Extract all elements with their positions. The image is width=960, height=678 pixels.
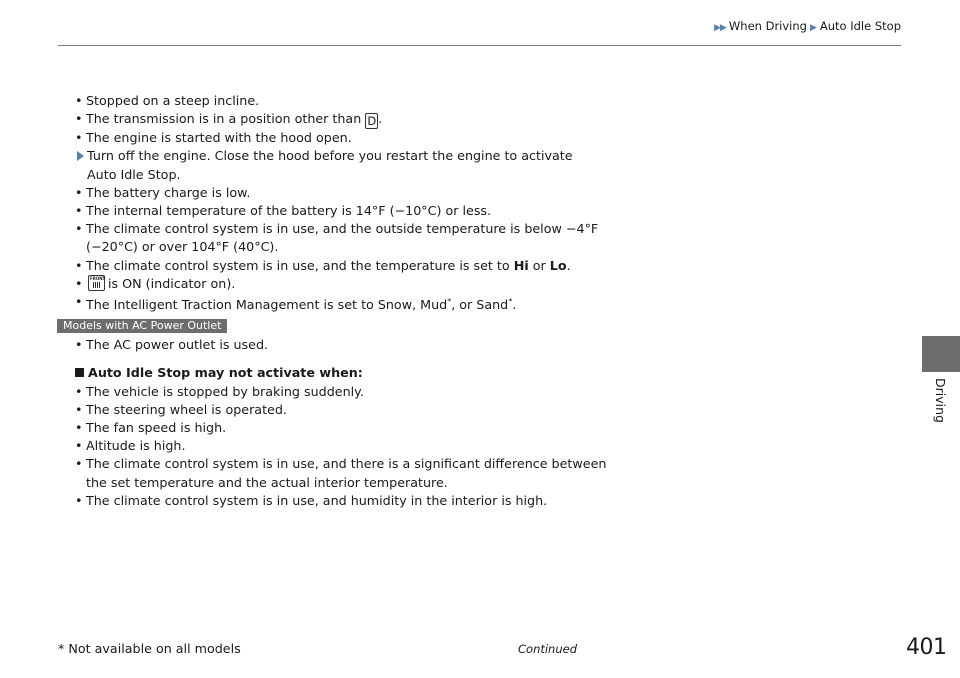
sub-item-continued: Auto Idle Stop.	[87, 166, 181, 182]
chapter-label-text: Driving	[933, 378, 948, 423]
list-item: • The climate control system is in use, and humidity in the interior is high.	[75, 492, 595, 510]
list-item: • The AC power outlet is used.	[75, 336, 595, 354]
header-rule	[58, 45, 901, 46]
list-item: • The internal temperature of the battery is 14°F (−10°C) or less.	[75, 202, 595, 220]
footnote: * Not available on all models	[58, 641, 241, 656]
list-item: • The steering wheel is operated.	[75, 401, 595, 419]
arrow-icon: ▶	[809, 23, 817, 33]
list-item: • The transmission is in a position other than D .	[75, 110, 595, 129]
breadcrumb-page[interactable]: Auto Idle Stop	[819, 19, 901, 33]
list-item: • The climate control system is in use, and the outside temperature is below −4°F	[75, 220, 595, 238]
continued-label: Continued	[518, 642, 578, 656]
list-item: • The battery charge is low.	[75, 184, 595, 202]
list-item: • FRONT is ON (indicator on).	[75, 275, 595, 293]
list-item: • The engine is started with the hood open.	[75, 129, 595, 147]
list-item: • Altitude is high.	[75, 437, 595, 455]
sub-item: Turn off the engine. Close the hood before you restart the engine to activate	[75, 147, 595, 165]
models-badge: Models with AC Power Outlet	[57, 319, 227, 333]
list-item-continued: (−20°C) or over 104°F (40°C).	[86, 239, 279, 255]
square-bullet-icon	[75, 368, 84, 377]
list-item: • The vehicle is stopped by braking suddenly.	[75, 383, 595, 401]
double-arrow-icon: ▶▶	[714, 23, 726, 33]
list-item: • The climate control system is in use, and there is a significant difference between	[75, 455, 595, 473]
list-item: • The fan speed is high.	[75, 419, 595, 437]
list-item: • The climate control system is in use, and the temperature is set to Hi or Lo.	[75, 257, 595, 275]
section-heading: Auto Idle Stop may not activate when:	[75, 364, 595, 382]
front-defroster-icon: • FRONT	[88, 275, 105, 291]
d-key-icon: D	[365, 113, 378, 129]
list-item: • The Intelligent Traction Management is set to Snow, Mud*, or Sand*.	[75, 293, 595, 314]
chapter-label	[926, 376, 956, 436]
chapter-tab[interactable]	[922, 336, 960, 372]
breadcrumb	[714, 19, 901, 33]
list-item: • Stopped on a steep incline.	[75, 92, 595, 110]
page-number: 401	[906, 635, 947, 660]
list-item-continued: the set temperature and the actual interior temperature.	[86, 474, 448, 490]
breadcrumb-section[interactable]: When Driving	[728, 19, 807, 33]
main-content	[63, 92, 607, 510]
